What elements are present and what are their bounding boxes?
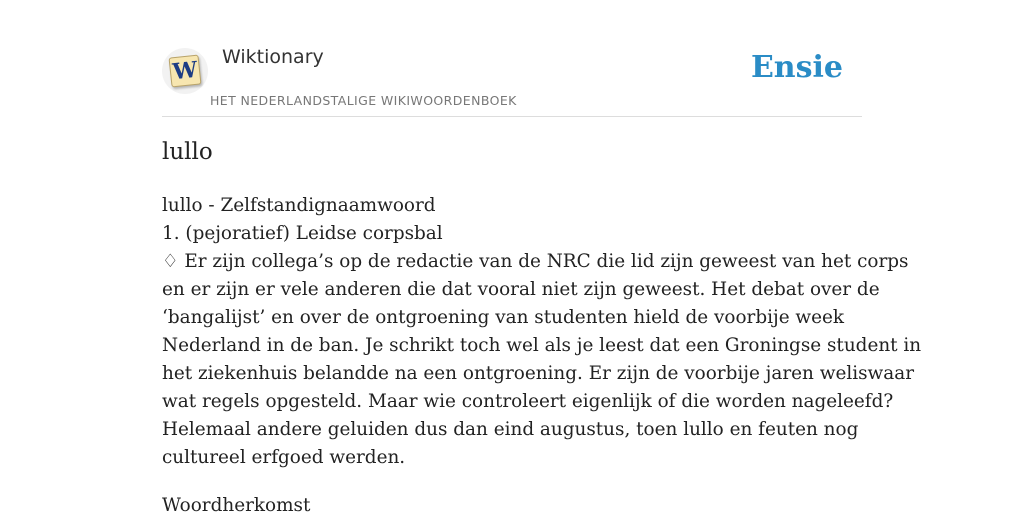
example-line: het ziekenhuis belandde na een ontgroening. Er zijn de voorbije jaren weliswaar: [162, 363, 914, 384]
logo-tile: [169, 55, 202, 88]
entry-heading: lullo - Zelfstandignaamwoord: [162, 195, 436, 216]
entry-definition: 1. (pejoratief) Leidse corpsbal: [162, 223, 443, 244]
logo-letter: W: [171, 56, 199, 86]
ensie-brand-link[interactable]: Ensie: [750, 50, 843, 85]
section-gap: [162, 472, 862, 492]
page-title: lullo: [162, 139, 213, 165]
site-tagline: HET NEDERLANDSTALIGE WIKIWOORDENBOEK: [210, 93, 517, 108]
site-name[interactable]: Wiktionary: [222, 46, 324, 68]
section-heading-woordherkomst: Woordherkomst: [162, 495, 311, 512]
example-line: wat regels opgesteld. Maar wie controleert eigenlijk of die worden nageleefd?: [162, 391, 894, 412]
example-line: en er zijn er vele anderen die dat vooral niet zijn geweest. Het debat over de: [162, 279, 880, 300]
example-line: cultureel erfgoed werden.: [162, 447, 406, 468]
example-line: ‘bangalijst’ en over de ontgroening van studenten hield de voorbije week: [162, 307, 845, 328]
example-line: ♢ Er zijn collega’s op de redactie van de NRC die lid zijn geweest van het corps: [162, 251, 909, 272]
wiktionary-logo-icon[interactable]: [162, 48, 208, 94]
example-line: Helemaal andere geluiden dus dan eind augustus, toen lullo en feuten nog: [162, 419, 859, 440]
example-line: Nederland in de ban. Je schrikt toch wel als je leest dat een Groningse student in: [162, 335, 922, 356]
site-header: [162, 40, 862, 117]
entry-content: [162, 192, 922, 512]
